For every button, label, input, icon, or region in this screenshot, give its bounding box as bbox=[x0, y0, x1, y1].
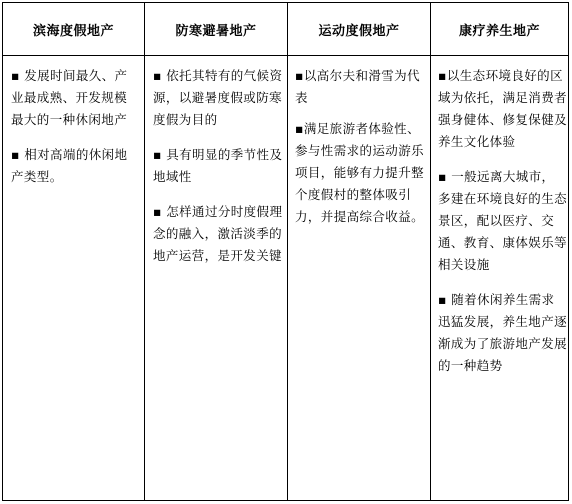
column-divider-1 bbox=[144, 3, 145, 500]
wellness-point-3: ▪ 随着休闲养生需求迅猛发展，养生地产逐渐成为了旅游地产发展的一种趋势 bbox=[438, 292, 568, 373]
wellness-point-1: ▪以生态环境良好的区域为依托，满足消费者强身健体、修复保健及养生文化体验 bbox=[438, 68, 568, 149]
header-seaside-resort: 滨海度假地产 bbox=[32, 23, 114, 39]
cell-climate-resort bbox=[153, 65, 283, 280]
cell-sports-resort bbox=[295, 65, 426, 241]
header-sports-resort: 运动度假地产 bbox=[318, 23, 400, 39]
seaside-point-2: ▪ 相对高端的休闲地产类型。 bbox=[11, 147, 128, 184]
cell-seaside-resort bbox=[11, 65, 139, 201]
wellness-point-2: ▪ 一般远离大城市，多建在环境良好的生态景区，配以医疗、交通、教育、康体娱乐等相关设施 bbox=[438, 169, 568, 272]
climate-point-1: ▪ 依托其特有的气候资源，以避暑度假或防寒度假为目的 bbox=[153, 68, 283, 127]
sports-point-1: ▪以高尔夫和滑雪为代表 bbox=[295, 68, 420, 105]
climate-point-3: ▪ 怎样通过分时度假理念的融入，激活淡季的地产运营，是开发关键 bbox=[153, 204, 283, 263]
column-divider-3 bbox=[430, 3, 431, 500]
sports-point-2: ▪满足旅游者体验性、参与性需求的运动游乐项目，能够有力提升整个度假村的整体吸引力，并提高综合收益。 bbox=[295, 121, 425, 224]
comparison-table bbox=[2, 2, 569, 501]
column-divider-2 bbox=[287, 3, 288, 500]
header-divider bbox=[3, 55, 568, 56]
climate-point-2: ▪ 具有明显的季节性及地域性 bbox=[153, 147, 283, 184]
seaside-point-1: ▪ 发展时间最久、产业最成熟、开发规模最大的一种休闲地产 bbox=[11, 68, 128, 127]
header-climate-resort: 防寒避暑地产 bbox=[175, 23, 257, 39]
header-wellness-resort: 康疗养生地产 bbox=[458, 23, 540, 39]
cell-wellness-resort bbox=[438, 65, 567, 390]
